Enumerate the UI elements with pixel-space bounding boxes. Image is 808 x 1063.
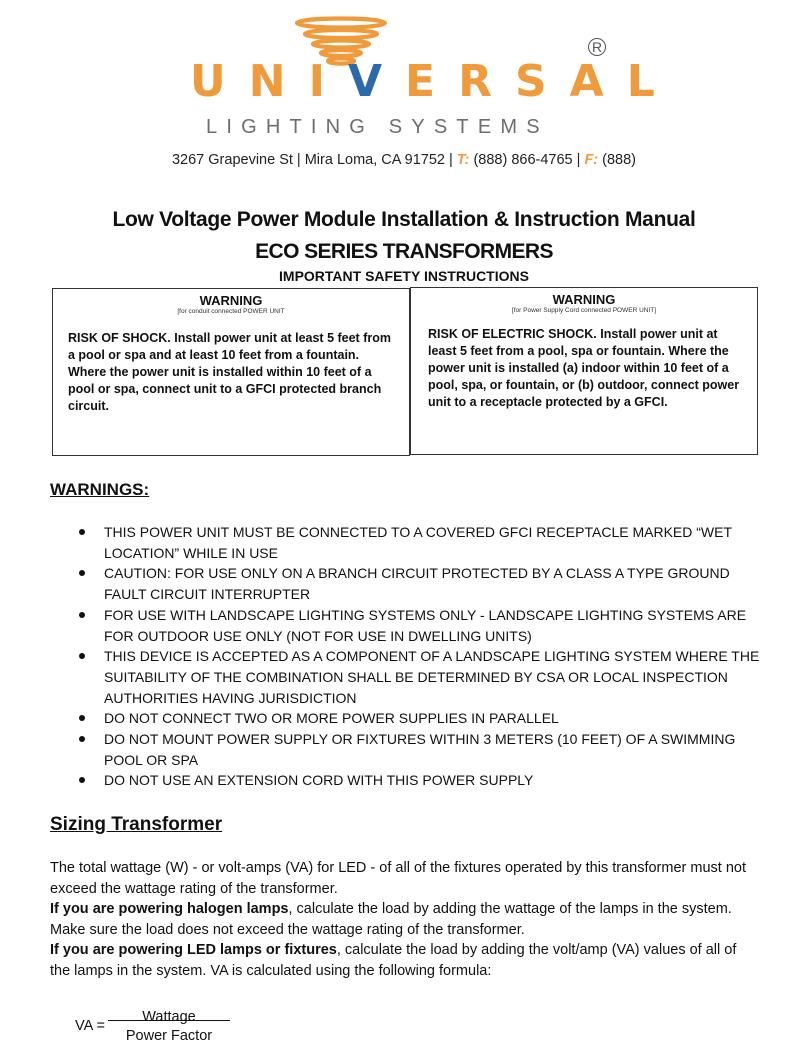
- contact-line: [0, 152, 808, 168]
- fraction-bar: [108, 1020, 230, 1021]
- logo-wordmark: [190, 56, 678, 107]
- logo-letter: I: [308, 56, 348, 107]
- list-item: DO NOT CONNECT TWO OR MORE POWER SUPPLIES IN PARALLEL: [78, 708, 768, 729]
- formula-numerator: Wattage: [142, 1009, 196, 1025]
- list-item: CAUTION: FOR USE ONLY ON A BRANCH CIRCUIT PROTECTED BY A CLASS A TYPE GROUND FAULT CIRCUIT INTERRUPTER: [78, 563, 768, 604]
- led-lead: If you are powering LED lamps or fixtures: [50, 942, 337, 958]
- warning-box-subheading: [for Power Supply Cord connected POWER UNIT]: [511, 307, 657, 314]
- sizing-paragraph-led: [50, 940, 758, 982]
- list-item: THIS POWER UNIT MUST BE CONNECTED TO A COVERED GFCI RECEPTACLE MARKED “WET LOCATION” WHILE IN USE: [78, 522, 768, 563]
- formula-lhs: VA =: [75, 1018, 105, 1034]
- registered-mark-icon: R: [588, 38, 606, 56]
- warning-box-body: RISK OF SHOCK. Install power unit at least 5 feet from a pool or spa and at least 10 feet from a fountain. Where the power unit is installed within 10 feet of a pool or spa, connect unit to a GFCI protected branch circuit.: [68, 331, 391, 413]
- logo-letter: N: [248, 56, 309, 107]
- warning-box-cord: [410, 287, 758, 455]
- halogen-text: , calculate the load by adding the wattage of the lamps in the system. Make sure the load does not exceed the wattage rating of the transformer.: [50, 901, 732, 938]
- warning-box-body: RISK OF ELECTRIC SHOCK. Install power unit at least 5 feet from a pool, spa or fountain. Where the power unit is installed (a) indoor within 10 feet of a pool, spa, or fountain, or (b) outdoor, connect power unit to a receptacle protected by a GFCI.: [428, 327, 740, 409]
- warnings-list: [78, 522, 768, 791]
- halogen-lead: If you are powering halogen lamps: [50, 901, 289, 917]
- sizing-heading: Sizing Transformer: [50, 814, 223, 835]
- list-item: THIS DEVICE IS ACCEPTED AS A COMPONENT OF A LANDSCAPE LIGHTING SYSTEM WHERE THE SUITABILITY OF THE COMBINATION SHALL BE DETERMINED BY CSA OR LOCAL INSPECTION AUTHORITIES HAVING JURISDICTION: [78, 646, 768, 708]
- manual-title: Low Voltage Power Module Installation & Instruction Manual: [112, 208, 696, 231]
- warning-box-subheading: [for conduit connected POWER UNIT: [177, 308, 285, 315]
- logo-letter: A: [569, 56, 627, 107]
- warnings-heading: WARNINGS:: [50, 480, 150, 499]
- fax-number: (888): [598, 152, 637, 168]
- logo-letter: E: [405, 56, 459, 107]
- logo-letter: S: [514, 56, 570, 107]
- logo-letter: V: [347, 56, 405, 107]
- logo-letter: R: [458, 56, 515, 107]
- list-item: DO NOT USE AN EXTENSION CORD WITH THIS POWER SUPPLY: [78, 770, 768, 791]
- list-item: FOR USE WITH LANDSCAPE LIGHTING SYSTEMS ONLY - LANDSCAPE LIGHTING SYSTEMS ARE FOR OUTDOOR USE ONLY (NOT FOR USE IN DWELLING UNITS): [78, 605, 768, 646]
- warning-box-heading: WARNING: [199, 293, 263, 308]
- formula-denominator: Power Factor: [125, 1028, 213, 1044]
- warning-box-conduit: [52, 288, 410, 456]
- logo-letter: U: [190, 56, 249, 107]
- sizing-paragraph-total: The total wattage (W) - or volt-amps (VA) for LED - of all of the fixtures operated by this transformer must not exceed the wattage rating of the transformer.: [50, 860, 746, 897]
- logo-letter: L: [626, 56, 678, 107]
- safety-heading: IMPORTANT SAFETY INSTRUCTIONS: [279, 268, 529, 284]
- phone-label: T:: [456, 152, 470, 168]
- led-text: , calculate the load by adding the volt/amp (VA) values of all of the lamps in the system. VA is calculated using the following formula:: [50, 942, 737, 979]
- fax-label: F:: [584, 152, 599, 168]
- contact-address: 3267 Grapevine St | Mira Loma, CA 91752 |: [171, 152, 457, 168]
- series-title: ECO SERIES TRANSFORMERS: [255, 240, 553, 263]
- list-item: DO NOT MOUNT POWER SUPPLY OR FIXTURES WITHIN 3 METERS (10 FEET) OF A SWIMMING POOL OR SPA: [78, 729, 768, 770]
- sizing-paragraph-halogen: [50, 899, 758, 941]
- logo-tagline: LIGHTING SYSTEMS: [206, 116, 549, 138]
- warning-box-heading: WARNING: [552, 292, 616, 307]
- phone-number: (888) 866-4765 |: [469, 152, 585, 168]
